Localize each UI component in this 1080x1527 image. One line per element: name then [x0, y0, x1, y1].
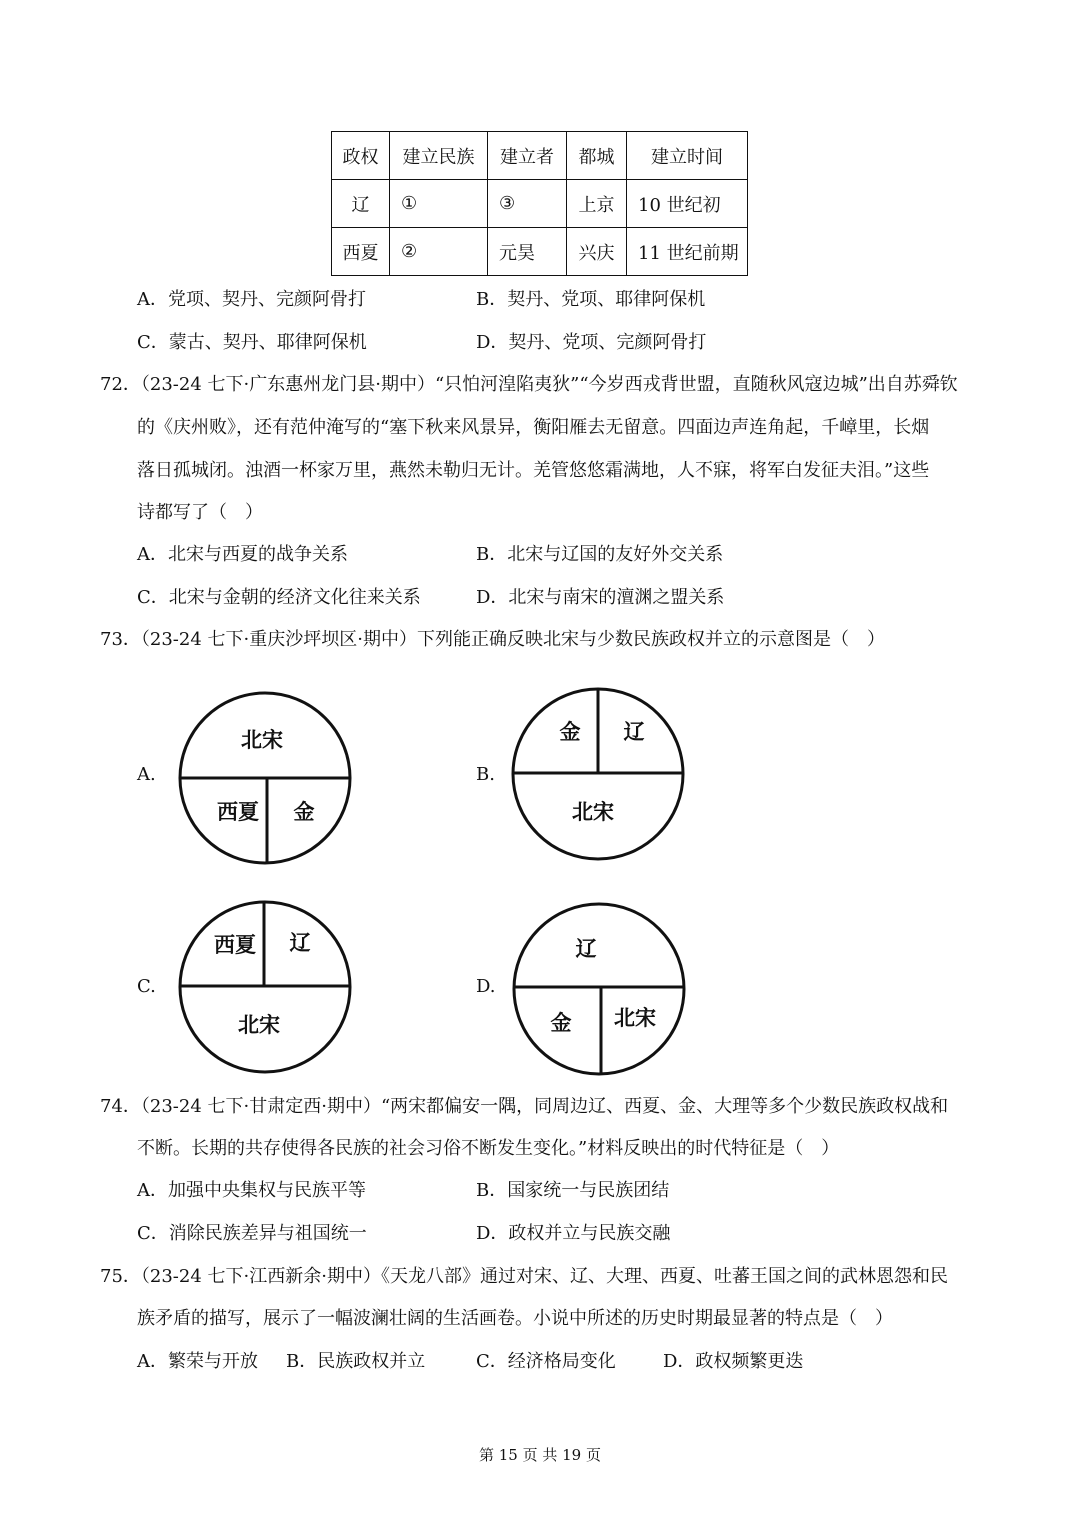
q73-option-c-letter: C.	[137, 976, 156, 997]
table-cell: ③	[488, 180, 567, 228]
table-header-cell: 都城	[567, 132, 627, 180]
region-label-bottom: 北宋	[572, 800, 614, 824]
page-number: 第 15 页 共 19 页	[478, 1446, 601, 1464]
table-cell: 10 世纪初	[627, 180, 748, 228]
table-header-cell: 建立者	[488, 132, 567, 180]
q72-option-a: A．北宋与西夏的战争关系	[137, 544, 348, 565]
q72-stem-line-3: 落日孤城闭。浊酒一杯家万里，燕然未勒归无计。羌管悠悠霜满地，人不寐，将军白发征夫泪。”这些	[137, 460, 930, 481]
q73-option-b-letter: B.	[476, 764, 495, 785]
q71-option-d: D．契丹、党项、完颜阿骨打	[476, 332, 707, 353]
info-table	[331, 131, 748, 276]
table-cell: 西夏	[332, 228, 390, 276]
region-label-top-right: 辽	[623, 720, 645, 744]
q74-stem-line-1: 74．（23-24 七下·甘肃定西·期中）“两宋都偏安一隅，同周边辽、西夏、金、大理等多个少数民族政权战和	[100, 1096, 949, 1117]
q73-stem: 73．（23-24 七下·重庆沙坪坝区·期中）下列能正确反映北宋与少数民族政权并立的示意图是（ ）	[100, 629, 885, 650]
diagram-circle	[514, 904, 684, 1074]
q74-option-a: A．加强中央集权与民族平等	[137, 1180, 366, 1201]
table-header-cell: 建立时间	[627, 132, 748, 180]
q71-option-c: C．蒙古、契丹、耶律阿保机	[137, 332, 367, 353]
q74-stem-line-2: 不断。长期的共存使得各民族的社会习俗不断发生变化。”材料反映出的时代特征是（ ）	[137, 1138, 840, 1159]
region-label-bottom-left: 西夏	[217, 800, 259, 824]
table-row	[332, 180, 748, 228]
q73-diagram-a	[178, 691, 352, 865]
q74-option-d: D．政权并立与民族交融	[476, 1223, 671, 1244]
table-header-cell: 建立民族	[390, 132, 488, 180]
q75-stem-line-1: 75．（23-24 七下·江西新余·期中）《天龙八部》通过对宋、辽、大理、西夏、吐蕃王国之间的武林恩怨和民	[100, 1266, 948, 1287]
table-cell: 辽	[332, 180, 390, 228]
region-label-bottom: 北宋	[238, 1013, 280, 1037]
region-label-top-left: 金	[559, 720, 581, 744]
table-row	[332, 228, 748, 276]
region-label-bottom-left: 金	[550, 1011, 572, 1035]
region-label-bottom-right: 北宋	[614, 1006, 656, 1030]
q72-option-d: D．北宋与南宋的澶渊之盟关系	[476, 587, 725, 608]
q74-option-b: B．国家统一与民族团结	[476, 1180, 670, 1201]
region-label-top-left: 西夏	[214, 933, 256, 957]
q73-diagram-d	[512, 902, 686, 1076]
q73-option-a-letter: A.	[137, 764, 156, 785]
q72-option-b: B．北宋与辽国的友好外交关系	[476, 544, 724, 565]
q71-option-a: A．党项、契丹、完颜阿骨打	[137, 289, 366, 310]
table-header-cell: 政权	[332, 132, 390, 180]
q72-stem-line-1: 72．（23-24 七下·广东惠州龙门县·期中）“只怕河湟陷夷狄”“今岁西戎背世盟，直随秋风寇边城”出自苏舜钦	[100, 374, 958, 395]
q73-option-d-letter: D.	[476, 976, 496, 997]
q75-option-a: A．繁荣与开放	[137, 1351, 258, 1372]
q73-diagram-b	[511, 687, 685, 861]
q72-option-c: C．北宋与金朝的经济文化往来关系	[137, 587, 421, 608]
q74-option-c: C．消除民族差异与祖国统一	[137, 1223, 367, 1244]
table-header-row	[332, 132, 748, 180]
q75-stem-line-2: 族矛盾的描写，展示了一幅波澜壮阔的生活画卷。小说中所述的历史时期最显著的特点是（ ）	[137, 1308, 893, 1329]
q75-option-b: B．民族政权并立	[286, 1351, 426, 1372]
table-cell: 11 世纪前期	[627, 228, 748, 276]
q72-stem-line-2: 的《庆州败》，还有范仲淹写的“塞下秋来风景异，衡阳雁去无留意。四面边声连角起，千嶂里，长烟	[137, 417, 930, 438]
q71-option-b: B．契丹、党项、耶律阿保机	[476, 289, 706, 310]
table-cell: ②	[390, 228, 488, 276]
q75-option-c: C．经济格局变化	[476, 1351, 616, 1372]
table-cell: 兴庆	[567, 228, 627, 276]
region-label-top-right: 辽	[289, 931, 311, 955]
region-label-top: 辽	[575, 937, 597, 961]
region-label-top: 北宋	[241, 728, 283, 752]
q73-diagram-c	[178, 900, 352, 1074]
region-label-bottom-right: 金	[293, 800, 315, 824]
table-cell: 上京	[567, 180, 627, 228]
q72-stem-line-4: 诗都写了（ ）	[137, 502, 263, 523]
q75-option-d: D．政权频繁更迭	[663, 1351, 804, 1372]
table-cell: ①	[390, 180, 488, 228]
table-cell: 元昊	[488, 228, 567, 276]
